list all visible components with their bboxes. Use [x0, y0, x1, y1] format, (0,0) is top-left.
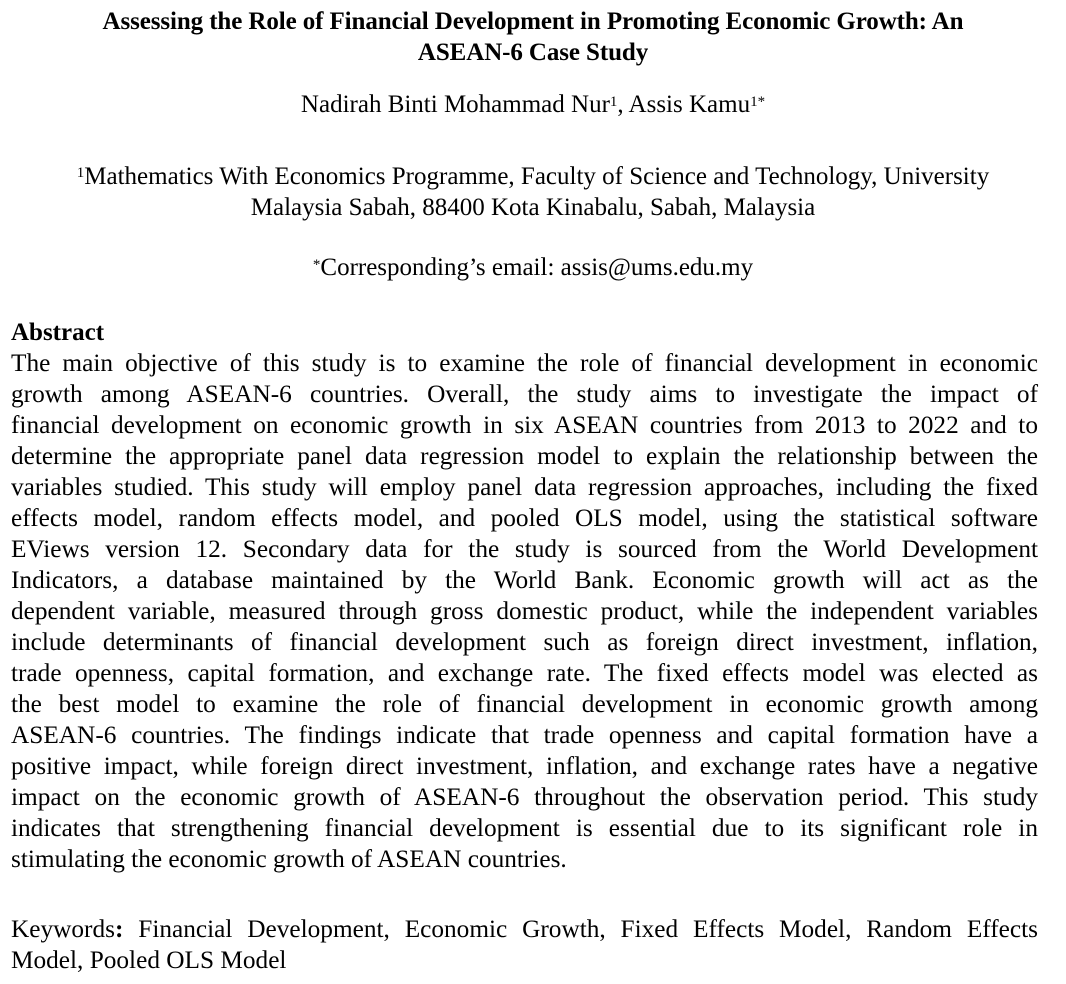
abstract-line: dependent variable, measured through gross domestic product, while the independent variables	[11, 597, 1038, 625]
corresponding-email-text: Corresponding’s email: assis@ums.edu.my	[320, 254, 754, 281]
author-name-1: Nadirah Binti Mohammad Nur	[300, 91, 610, 118]
abstract-line: the best model to examine the role of financial development in economic growth among	[11, 690, 1038, 718]
author-separator: ,	[617, 91, 629, 118]
abstract-body	[11, 348, 1038, 875]
author-name-2: Assis Kamu	[628, 91, 751, 118]
abstract-line: Indicators, a database maintained by the World Bank. Economic growth will act as the	[11, 566, 1038, 594]
abstract-line: EViews version 12. Secondary data for the study is sourced from the World Development	[11, 535, 1038, 563]
abstract-line: positive impact, while foreign direct investment, inflation, and exchange rates have a negative	[11, 752, 1038, 780]
abstract-line: impact on the economic growth of ASEAN-6 throughout the observation period. This study	[11, 783, 1038, 811]
keywords	[11, 914, 1038, 976]
abstract-heading: Abstract	[11, 319, 105, 346]
affiliation-line-2: Malaysia Sabah, 88400 Kota Kinabalu, Sabah, Malaysia	[250, 194, 816, 221]
abstract-line: ASEAN-6 countries. The findings indicate that trade openness and capital formation have a	[11, 721, 1038, 749]
keywords-line-1	[11, 914, 1038, 945]
abstract-line: include determinants of financial development such as foreign direct investment, inflation,	[11, 628, 1038, 656]
affiliation-mark: 1	[76, 165, 85, 181]
author-affiliation-mark-2: 1*	[750, 94, 766, 110]
corresponding-email	[0, 253, 1066, 283]
abstract-line: determine the appropriate panel data regression model to explain the relationship between the	[11, 442, 1038, 470]
abstract-line: The main objective of this study is to examine the role of financial development in economic	[11, 349, 1038, 377]
author-affiliation-mark-1: 1	[609, 94, 618, 110]
abstract-line: indicates that strengthening financial development is essential due to its significant role in	[11, 814, 1038, 842]
keywords-colon: :	[114, 915, 124, 943]
abstract-line: stimulating the economic growth of ASEAN countries.	[11, 845, 567, 873]
abstract-line: growth among ASEAN-6 countries. Overall, the study aims to investigate the impact of	[11, 380, 1038, 408]
abstract-line: financial development on economic growth in six ASEAN countries from 2013 to 2022 and to	[11, 411, 1038, 439]
affiliation	[0, 161, 1066, 223]
keywords-line-2: Model, Pooled OLS Model	[11, 946, 287, 974]
title-line-1: Assessing the Role of Financial Development in Promoting Economic Growth: An	[102, 8, 964, 35]
affiliation-line-1	[0, 161, 1066, 192]
abstract-line: effects model, random effects model, and pooled OLS model, using the statistical software	[11, 504, 1038, 532]
keywords-label: Keywords	[11, 915, 115, 943]
abstract-line: variables studied. This study will employ panel data regression approaches, including the fixed	[11, 473, 1038, 501]
keywords-text-1: Financial Development, Economic Growth, Fixed Effects Model, Random Effects	[123, 915, 1038, 943]
paper-title	[0, 6, 1066, 68]
author-list	[0, 90, 1066, 120]
affiliation-text-1: Mathematics With Economics Programme, Faculty of Science and Technology, University	[84, 163, 990, 190]
corresponding-mark: *	[312, 257, 321, 273]
abstract-line: trade openness, capital formation, and exchange rate. The fixed effects model was elected as	[11, 659, 1038, 687]
title-line-2: ASEAN-6 Case Study	[417, 39, 649, 66]
